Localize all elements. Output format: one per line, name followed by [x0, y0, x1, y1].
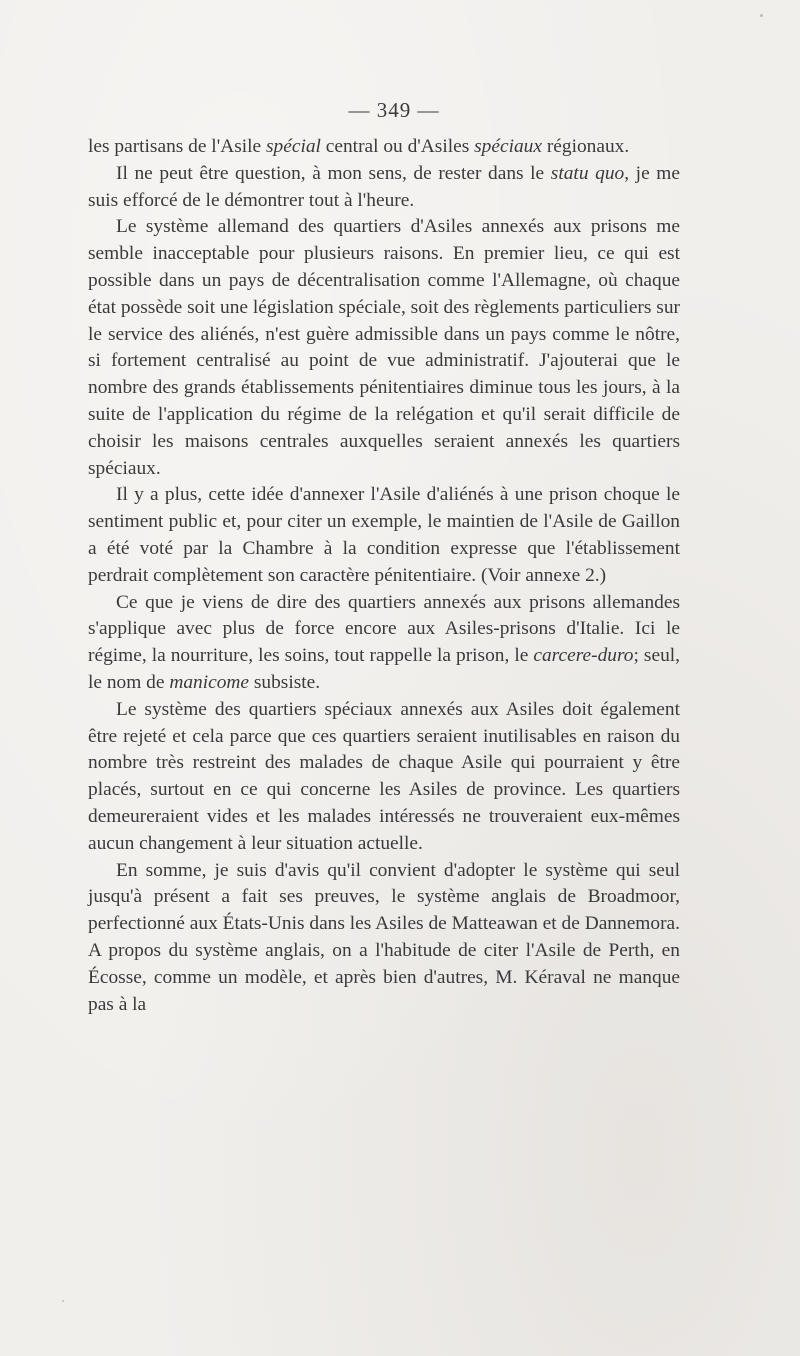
text-segment: Il y a plus, cette idée d'annexer l'Asile d'aliénés à une prison choque le sentiment public et, pour citer un exemple, le maintien de l'Asile de Gaillon a été voté par la Chambre à la condition expresse que l'établissement perdrait complètement son caractère pénitentiaire. (Voir annexe 2.) — [88, 484, 680, 586]
text-segment: ; seul, le nom de — [88, 645, 680, 693]
italic-term-statu-quo: statu quo — [550, 162, 625, 184]
text-segment: En somme, je suis d'avis qu'il convient d'adopter le système qui seul jusqu'à présent a fait ses preuves, le système anglais de Broadmoor, perfectionné aux États-Unis dans les Asiles de Matteawan et de Dannemora. A propos du système anglais, on a l'habitude de citer l'Asile de Perth, en Écosse, comme un modèle, et après bien d'autres, M. Kéraval ne manque pas à la — [88, 859, 680, 1015]
paragraph-2 — [88, 161, 680, 215]
text-segment: , je me suis efforcé de le démontrer tout à l'heure. — [88, 162, 680, 211]
text-segment: Il ne peut être question, à mon sens, de rester dans le — [116, 162, 551, 184]
text-segment: les partisans de l'Asile — [88, 136, 266, 157]
text-segment: régionaux. — [541, 136, 630, 157]
paragraph-3 — [88, 214, 680, 482]
paragraph-1 — [88, 134, 680, 161]
paragraph-7 — [88, 858, 680, 1019]
paragraph-6 — [88, 697, 680, 858]
text-segment: subsiste. — [249, 671, 321, 693]
paragraph-5 — [88, 590, 680, 697]
paper-speck — [62, 1300, 64, 1302]
page-number: — 349 — — [348, 98, 440, 122]
text-segment: Ce que je viens de dire des quartiers annexés aux prisons allemandes s'applique avec plus de force encore aux Asiles-prisons d'Italie. Ici le régime, la nourriture, les soins, tout rappelle la prison, le — [88, 591, 680, 667]
italic-term-speciaux: spéciaux — [474, 136, 542, 157]
text-segment: Le système allemand des quartiers d'Asiles annexés aux prisons me semble inacceptable pour plusieurs raisons. En premier lieu, ce qui est possible dans un pays de décentralisation comme l'Allemagne, où chaque état possède soit une législation spéciale, soit des règlements particuliers sur le service des aliénés, n'est guère admissible dans un pays comme le nôtre, si fortement centralisé au point de vue administratif. J'ajouterai que le nombre des grands établissements pénitentiaires diminue tous les jours, à la suite de l'application du régime de la relégation et qu'il serait difficile de choisir les maisons centrales auxquelles seraient annexés les quartiers spéciaux. — [88, 216, 680, 479]
paragraph-4 — [88, 482, 680, 589]
italic-term-carcere-duro: carcere-duro — [533, 645, 634, 667]
italic-term-manicome: manicome — [169, 671, 250, 693]
text-segment: central ou d'Asiles — [320, 136, 475, 157]
paper-speck — [760, 14, 763, 17]
text-segment: Le système des quartiers spéciaux annexés aux Asiles doit également être rejeté et cela parce que ces quartiers seraient inutilisables en raison du nombre très restreint des malades de chaque Asile qui pourraient y être placés, surtout en ce qui concerne les Asiles de province. Les quartiers demeureraient vides et les malades intéressés ne trouveraient eux-mêmes aucun changement à leur situation actuelle. — [88, 698, 680, 854]
page-content — [88, 96, 680, 1018]
italic-term-special: spécial — [265, 136, 321, 157]
